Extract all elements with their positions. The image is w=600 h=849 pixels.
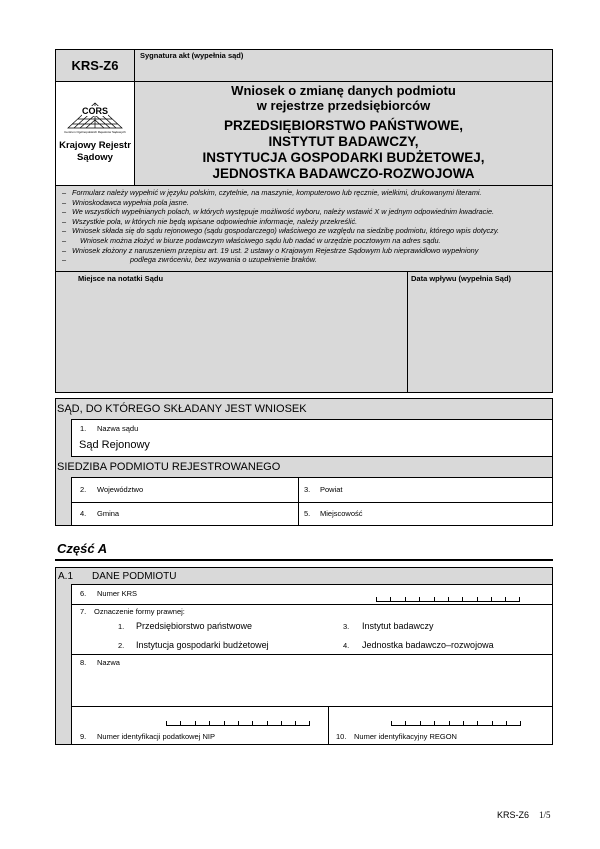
instruction-item: – Formularz należy wypełnić w języku polskim, czytelnie, na maszynie, komputerowo lub ręcznie, wielkimi, drukowanymi literami.	[60, 188, 548, 198]
court-notes-label: Miejsce na notatki Sądu	[78, 274, 164, 283]
registry-line2: Sądowy	[77, 152, 113, 163]
form-code: KRS-Z6	[71, 58, 119, 73]
seat-section-heading: SIEDZIBA PODMIOTU REJESTROWANEGO	[57, 461, 281, 473]
legal-form-label: Oznaczenie formy prawnej:	[94, 607, 185, 616]
option-number: 3.	[343, 622, 350, 631]
a1-title: DANE PODMIOTU	[92, 571, 177, 582]
field-number: 5.	[304, 509, 311, 518]
commune-label: Gmina	[97, 509, 120, 518]
subtitle-line3: INSTYTUCJA GOSPODARKI BUDŻETOWEJ,	[202, 150, 485, 165]
logo-text: CORS	[81, 106, 108, 116]
voivodeship-label: Województwo	[97, 485, 144, 494]
field-number: 3.	[304, 485, 311, 494]
locality-label: Miejscowość	[320, 509, 363, 518]
subtitle-line1: PRZEDSIĘBIORSTWO PAŃSTWOWE,	[224, 118, 463, 133]
option-number: 4.	[343, 641, 350, 650]
instructions-box	[55, 185, 553, 272]
option-research-institute[interactable]: Instytut badawczy	[362, 621, 434, 631]
nip-digit-boxes[interactable]	[166, 721, 310, 726]
part-a-underline	[55, 559, 553, 561]
regon-label: Numer identyfikacyjny REGON	[354, 732, 457, 741]
subtitle-line4: JEDNOSTKA BADAWCZO-ROZWOJOWA	[212, 166, 475, 181]
court-notes-box	[55, 271, 408, 393]
subtitle-line2: INSTYTUT BADAWCZY,	[268, 134, 419, 149]
field-number: 4.	[80, 509, 87, 518]
krs-number-label: Numer KRS	[97, 589, 138, 598]
regon-digit-boxes[interactable]	[391, 721, 521, 726]
option-number: 2.	[118, 641, 125, 650]
field-number: 8.	[80, 658, 87, 667]
krs-digit-boxes[interactable]	[376, 597, 520, 602]
court-name-field[interactable]	[71, 419, 553, 457]
entity-name-label: Nazwa	[97, 658, 120, 667]
footer-form-code: KRS-Z6	[497, 810, 530, 820]
instruction-item-cont: – Wniosek można złożyć w biurze podawczym właściwego sądu lub nadać w urzędzie pocztowym na adres sądu.	[60, 236, 548, 246]
option-state-enterprise[interactable]: Przedsiębiorstwo państwowe	[136, 621, 253, 631]
signature-label: Sygnatura akt (wypełnia sąd)	[140, 51, 244, 60]
date-received-label: Data wpływu (wypełnia Sąd)	[411, 274, 512, 283]
page-number: 1/5	[539, 810, 551, 820]
instruction-item: – Wszystkie pola, w których nie będą wpisane odpowiednie informacje, należy przekreślić.	[60, 217, 548, 227]
instruction-item-cont: – podlega zwróceniu, bez wzywania o uzupełnienie braków.	[60, 255, 548, 265]
field-number: 1.	[80, 424, 87, 433]
option-rd-unit[interactable]: Jednostka badawczo–rozwojowa	[362, 640, 494, 650]
court-section-heading: SĄD, DO KTÓREGO SKŁADANY JEST WNIOSEK	[57, 403, 307, 415]
field-number: 2.	[80, 485, 87, 494]
date-received-box	[407, 271, 553, 393]
court-name-label: Nazwa sądu	[97, 424, 139, 433]
entity-name-field[interactable]	[71, 654, 553, 707]
option-number: 1.	[118, 622, 125, 631]
instruction-item: – Wniosek złożony z naruszeniem przepisu art. 19 ust. 2 ustawy o Krajowym Rejestrze Sądowym lub nieprawidłowo wypełniony	[60, 246, 548, 256]
field-number: 6.	[80, 589, 87, 598]
field-number: 7.	[80, 607, 87, 616]
nip-label: Numer identyfikacji podatkowej NIP	[97, 732, 215, 741]
instruction-item: – Wniosek składa się do sądu rejonowego (sądu gospodarczego) właściwego ze względu na siedzibę podmiotu, którego wpis dotyczy.	[60, 226, 548, 236]
field-number: 10.	[336, 732, 347, 741]
instruction-item: – Wnioskodawca wypełnia pola jasne.	[60, 198, 548, 208]
title-line1: Wniosek o zmianę danych podmiotu	[231, 83, 456, 98]
instruction-item: – We wszystkich wypełnianych polach, w których występuje możliwość wyboru, należy wstawić X w jednym odpowiednim kwadracie.	[60, 207, 548, 217]
registry-line1: Krajowy Rejestr	[59, 140, 131, 151]
county-label: Powiat	[320, 485, 343, 494]
field-number: 9.	[80, 732, 87, 741]
logo-subtext: Centrum Ogólnopolskich Rejestrów Sądowych	[64, 130, 126, 134]
option-budget-institution[interactable]: Instytucja gospodarki budżetowej	[136, 640, 269, 650]
a1-number: A.1	[58, 571, 74, 582]
part-a-title: Część A	[57, 541, 108, 556]
court-name-value: Sąd Rejonowy	[79, 439, 150, 451]
title-line2: w rejestrze przedsiębiorców	[256, 98, 431, 113]
